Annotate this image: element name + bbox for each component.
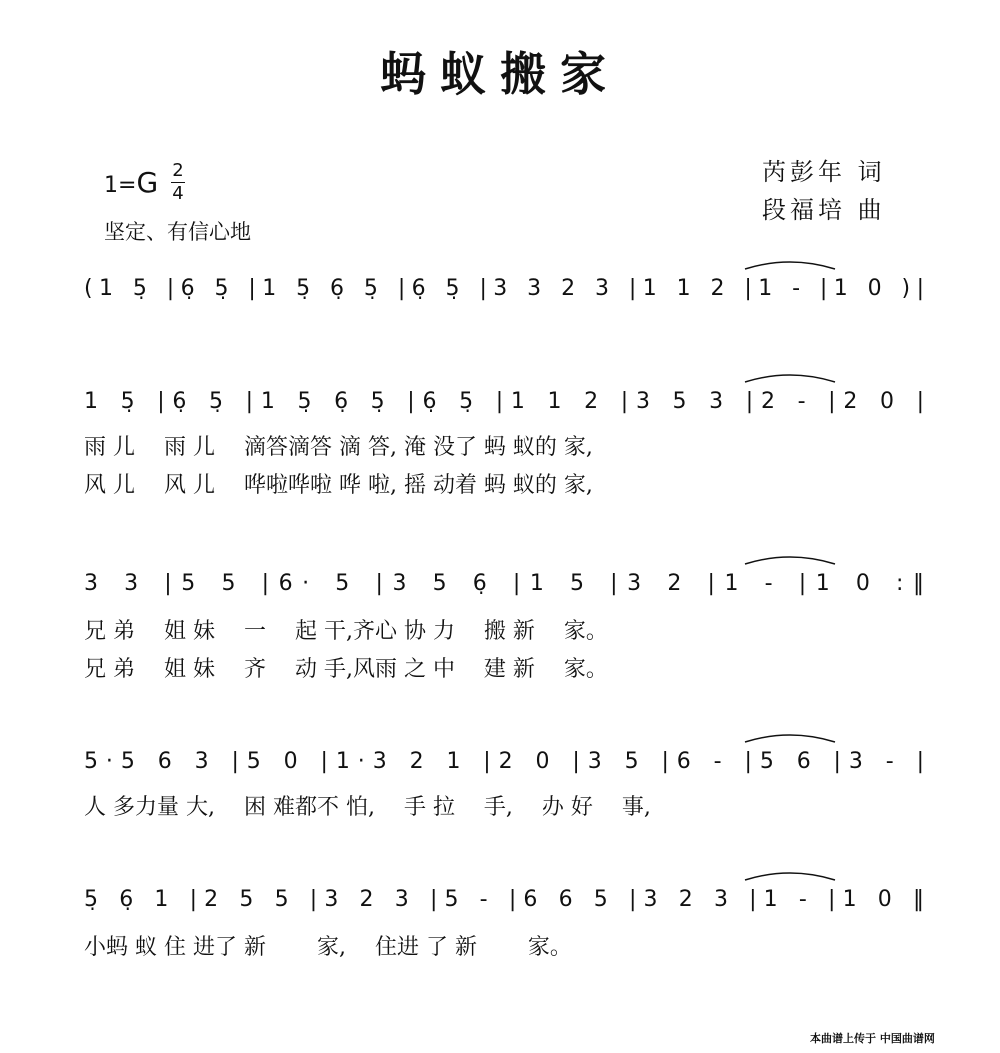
tempo-marking: 坚定、有信心地 — [104, 220, 251, 244]
notation-row-4: 5·5 6 3 |5 0 |1·3 2 1 |2 0 |3 5 |6 - |5 6 |3 - | — [84, 749, 924, 774]
lyrics-line4: 人 多力量 大, 困 难都不 怕, 手 拉 手, 办 好 事, — [84, 795, 651, 820]
tie-arc — [745, 557, 835, 564]
key-prefix: 1= — [104, 173, 137, 198]
lyrics-line2-verse1: 雨 儿 雨 儿 滴答滴答 滴 答, 淹 没了 蚂 蚁的 家, — [84, 435, 593, 460]
key-letter: G — [136, 166, 159, 199]
time-signature-top: 2 — [172, 160, 184, 181]
tie-arc — [745, 262, 835, 269]
notation-row-3: 3 3 |5 5 |6· 5 |3 5 6̣ |1 5 |3 2 |1 - |1 0 :‖ — [84, 571, 924, 596]
lyrics-line2-verse2: 风 儿 风 儿 哗啦哗啦 哗 啦, 摇 动着 蚂 蚁的 家, — [84, 473, 593, 498]
notation-row-2: 1 5̣ |6̣ 5̣ |1 5̣ 6̣ 5̣ |6̣ 5̣ |1 1 2 |3 5 3 |2 - |2 0 | — [84, 389, 925, 414]
tie-arc — [745, 735, 835, 742]
lyricist-credit: 芮彭年 词 — [762, 158, 886, 186]
tie-arc — [745, 375, 835, 382]
notation-row-1: (1 5̣ |6̣ 5̣ |1 5̣ 6̣ 5̣ |6̣ 5̣ |3 3 2 3 |1 1 2 |1 - |1 0 )| — [84, 276, 924, 301]
lyrics-line3-verse2: 兄 弟 姐 妹 齐 动 手,风雨 之 中 建 新 家。 — [84, 657, 608, 682]
lyrics-line5: 小蚂 蚁 住 进了 新 家, 住进 了 新 家。 — [84, 935, 572, 960]
composer-credit: 段福培 曲 — [762, 196, 886, 224]
song-title: 蚂蚁搬家 — [380, 47, 620, 101]
tie-arc — [745, 873, 835, 880]
notation-row-5: 5̣ 6̣ 1 |2 5 5 |3 2 3 |5 - |6 6 5 |3 2 3 |1 - |1 0 ‖ — [84, 887, 924, 912]
time-signature-bottom: 4 — [172, 183, 184, 204]
lyrics-line3-verse1: 兄 弟 姐 妹 一 起 干,齐心 协 力 搬 新 家。 — [84, 619, 608, 644]
footer-credit: 本曲谱上传于 中国曲谱网 — [810, 1032, 935, 1045]
